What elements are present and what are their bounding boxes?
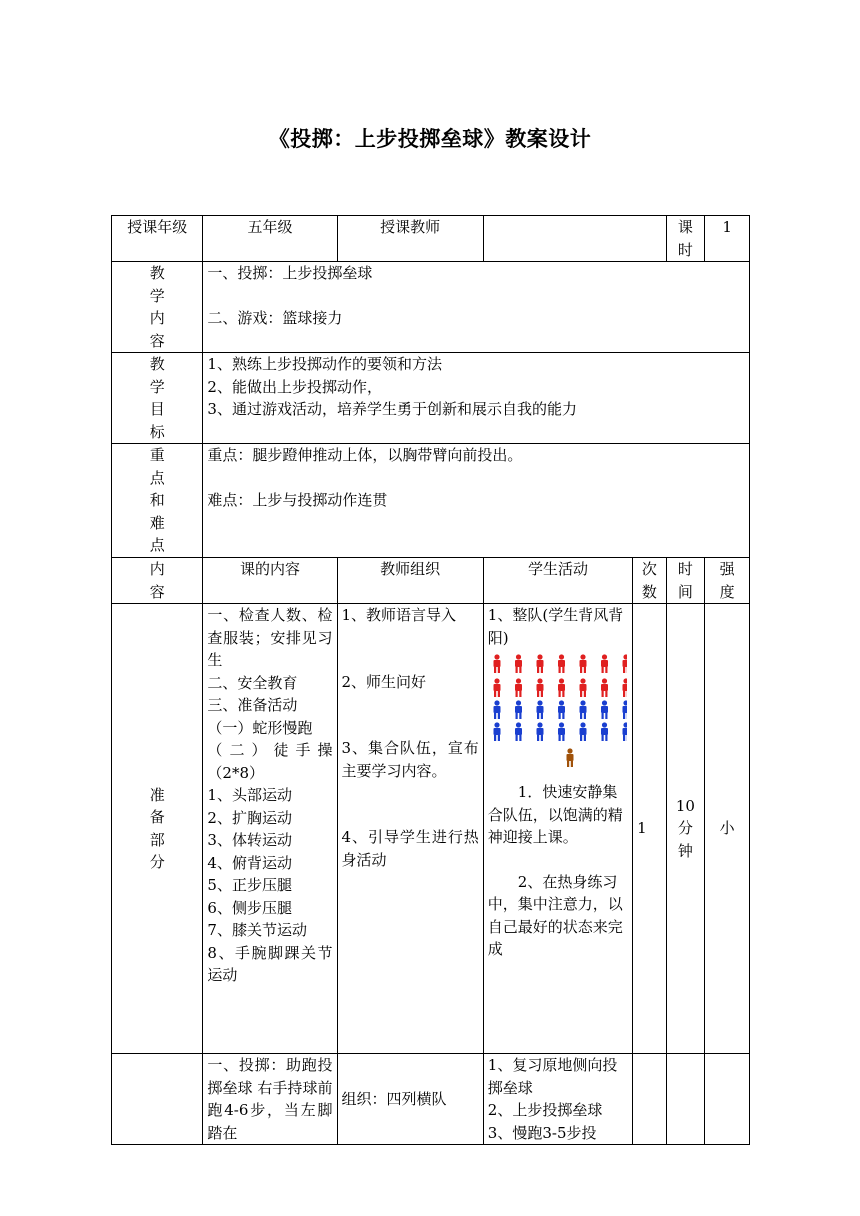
student-figure [579,700,586,719]
prep-content-line: 三、准备活动 [207,696,298,714]
prep-content-line: 3、体转运动 [207,831,292,849]
student-figure [515,700,522,719]
student-figure [536,678,543,697]
prep-content-line: 4、俯背运动 [207,853,292,872]
teacher-label: 授课教师 [337,216,483,262]
content-section-body [203,262,750,353]
activity-point: 1．快速安静集合队伍，以饱满的精神迎接上课。 [487,783,623,846]
prep-content-line: 一、检查人数、检查服装；安排见习生 [207,606,333,669]
org-step: 3、集合队伍，宣布主要学习内容。 [341,739,479,780]
teacher-value [483,216,666,262]
main-activity-line: 1、复习原地侧向投掷垒球 [487,1056,618,1097]
student-figure [493,654,500,673]
main-row [112,1054,750,1145]
activity-intro: 1、整队(学生背风背阳) [487,606,624,647]
student-figure [515,654,522,673]
formation-svg [488,653,627,773]
student-figure [622,722,627,741]
col-duration: 时 间 [666,558,705,604]
student-figure [622,700,627,719]
student-figure [536,722,543,741]
goals-section-label: 教 学 目 标 [112,353,203,444]
student-figure [579,654,586,673]
prep-part-label: 准 备 部 分 [112,604,203,1054]
org-step: 2、师生问好 [341,672,427,691]
main-intensity [705,1054,750,1145]
prep-content [203,604,337,1054]
col-times: 次 数 [633,558,667,604]
student-figure [536,654,543,673]
student-figure [622,654,627,673]
column-header-row [112,558,750,604]
student-figure [558,654,565,673]
main-organization: 组织：四列横队 [337,1054,483,1145]
activity-point: 2、在热身练习中，集中注意力，以自己最好的状态来完成 [487,872,623,958]
period-label: 课时 [666,216,705,262]
prep-content-line: 7、膝关节运动 [207,921,307,939]
main-content: 一、投掷：助跑投掷垒球 右手持球前跑4-6步，当左脚踏在 [203,1054,337,1145]
lesson-plan-table [111,215,750,1145]
student-figure [601,700,608,719]
main-activity [483,1054,632,1145]
content-section-label: 教 学 内 容 [112,262,203,353]
grade-label: 授课年级 [112,216,203,262]
difficulty-point: 难点：上步与投掷动作连贯 [207,490,388,509]
key-section-label: 重 点 和 难 点 [112,444,203,558]
student-figure [515,722,522,741]
grade-value: 五年级 [203,216,337,262]
student-figure [493,722,500,741]
prep-times: 1 [633,604,667,1054]
main-activity-line: 2、上步投掷垒球 [487,1101,603,1119]
main-duration [666,1054,705,1145]
main-activity-line: 3、慢跑3-5步投 [487,1123,597,1142]
content-row [112,262,750,353]
student-figure [536,700,543,719]
col-organization: 教师组织 [337,558,483,604]
prep-intensity: 小 [705,604,750,1054]
page-title: 《投掷：上步投掷垒球》教案设计 [268,127,592,151]
student-figure [558,678,565,697]
prep-content-line: 1、头部运动 [207,786,292,804]
formation-diagram [488,653,628,773]
main-times [633,1054,667,1145]
col-activity: 学生活动 [483,558,632,604]
org-step: 1、教师语言导入 [341,606,457,624]
student-figure [579,678,586,697]
col-intensity: 强 度 [705,558,750,604]
col-content: 课的内容 [203,558,337,604]
prep-content-line: （二）徒手操（2*8） [207,741,333,782]
key-point: 重点：腿步蹬伸推动上体，以胸带臂向前投出。 [207,446,523,464]
org-step: 4、引导学生进行热身活动 [341,828,479,869]
goal-item: 2、能做出上步投掷动作， [207,377,382,396]
content-item: 二、游戏：篮球接力 [207,308,343,327]
prep-activity [483,604,632,1054]
prep-organization [337,604,483,1054]
student-figure [601,678,608,697]
student-figure [601,722,608,741]
prep-content-line: 5、正步压腿 [207,876,292,894]
goal-item: 1、熟练上步投掷动作的要领和方法 [207,355,442,373]
student-figure [515,678,522,697]
main-part-label [112,1054,203,1145]
header-row [112,216,750,262]
goals-row [112,353,750,444]
student-figure [493,700,500,719]
prep-content-line: 8、手腕脚踝关节运动 [207,943,333,984]
goal-item: 3、通过游戏活动，培养学生勇于创新和展示自我的能力 [207,400,577,418]
prep-content-line: 二、安全教育 [207,673,298,692]
col-part: 内 容 [112,558,203,604]
content-item: 一、投掷：上步投掷垒球 [207,264,373,282]
prep-duration: 10 分 钟 [666,604,705,1054]
teacher-figure [566,748,573,767]
student-figure [579,722,586,741]
student-figure [622,678,627,697]
key-row [112,444,750,558]
prep-content-line: 2、扩胸运动 [207,808,292,827]
student-figure [558,722,565,741]
prep-content-line: 6、侧步压腿 [207,898,292,917]
goals-section-body [203,353,750,444]
student-figure [558,700,565,719]
student-figure [601,654,608,673]
prep-row [112,604,750,1054]
key-section-body [203,444,750,558]
student-figure [493,678,500,697]
period-value: 1 [705,216,750,262]
prep-content-line: （一）蛇形慢跑 [207,718,313,737]
